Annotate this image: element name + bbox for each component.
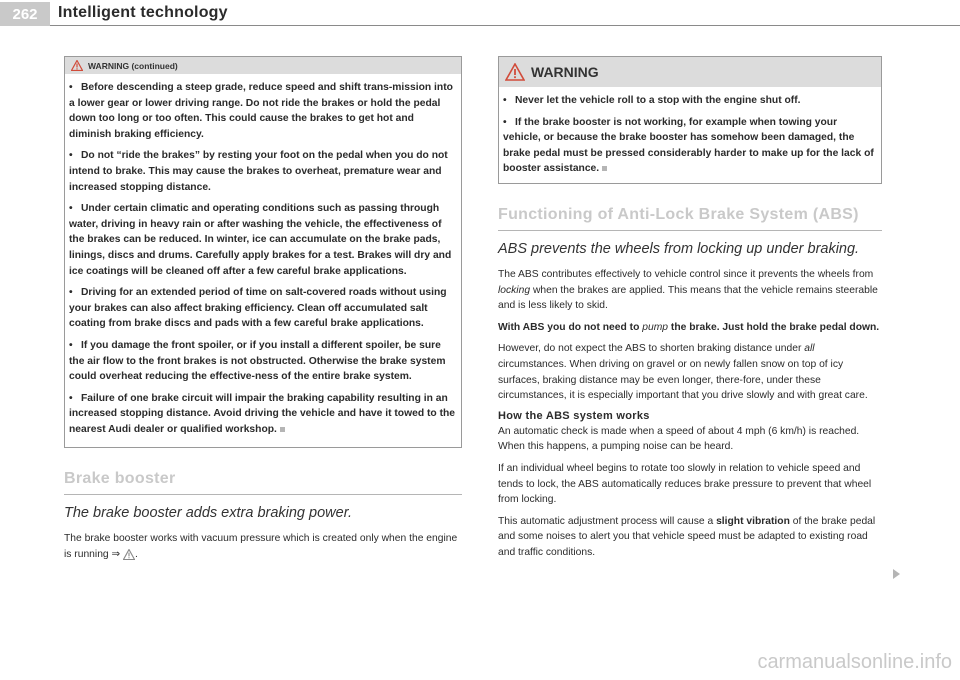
warning-box <box>498 56 882 184</box>
warning-body <box>499 87 881 183</box>
abs-subheading: How the ABS system works <box>498 409 650 422</box>
watermark: carmanualsonline.info <box>757 651 952 673</box>
warning-bullet: • Never let the vehicle roll to a stop with the engine shut off. <box>503 95 801 106</box>
warning-bullet: • Before descending a steep grade, reduce speed and shift trans-mission into a lower gear or lower driving range. Do not ride the brakes or hold the pedal down too long or too often. This could cause the brakes to get hot and diminish braking efficiency. <box>69 82 453 140</box>
left-column <box>64 56 462 569</box>
warning-bullet: • Failure of one brake circuit will impair the braking capability resulting in an increased stopping distance. Avoid driving the vehicle and have it towed to the nearest Audi dealer or qualified workshop. <box>69 392 456 435</box>
abs-paragraph: However, do not expect the ABS to shorten braking distance under all circumstances. When driving on gravel or on newly fallen snow on top of icy surfaces, braking distance may be even longer, there-fore, under these circumstances, it is especially important that you drive slowly and with great care. <box>498 343 868 402</box>
warning-header <box>499 57 881 87</box>
warning-bullet: • If the brake booster is not working, for example when towing your vehicle, or because the brake booster has somehow been damaged, the brake pedal must be pressed considerably harder to make up for the lack of booster assistance. <box>503 116 874 175</box>
warning-title: WARNING <box>531 64 599 80</box>
brake-booster-text: The brake booster works with vacuum pressure which is created only when the engine is running ⇒ . <box>64 533 458 561</box>
abs-heading: Functioning of Anti-Lock Brake System (ABS) <box>498 206 882 231</box>
warning-bullet: • If you damage the front spoiler, or if you install a different spoiler, be sure the air flow to the front brakes is not obstructed. Otherwise the brake system could overheat reducing the effective-ness of the entire brake system. <box>69 339 446 383</box>
right-column <box>498 56 882 566</box>
warning-triangle-icon <box>71 60 83 71</box>
abs-paragraph: An automatic check is made when a speed of about 4 mph (6 km/h) is reached. When this happens, a pumping noise can be heard. <box>498 425 860 453</box>
abs-paragraph: If an individual wheel begins to rotate too slowly in relation to vehicle speed and tends to lock, the ABS automatically reduces brake pressure to prevent that wheel from locking. <box>498 462 872 506</box>
warning-continued-header <box>65 57 461 74</box>
abs-subtitle: ABS prevents the wheels from locking up under braking. <box>498 240 860 257</box>
warning-reference-icon <box>123 549 135 560</box>
warning-bullet: • Driving for an extended period of time on salt-covered roads without using your brakes can also affect braking efficiency. Clean off accumulated salt coating from brake discs and pads with a few careful brake applications. <box>69 287 447 330</box>
page-header-title: Intelligent technology <box>58 4 228 21</box>
cross-reference-arrow-icon: ⇒ <box>111 549 121 561</box>
warning-bullet: • Under certain climatic and operating conditions such as passing through water, driving in heavy rain or after washing the vehicle, the effectiveness of the brakes can be reduced. In winter, ice can accumulate on the brake pads, linings, discs and drums. Carefully apply brakes for a test. Brakes will dry and ice coatings will be cleaned off after a few careful brake applications. <box>69 203 452 277</box>
page-number: 262 <box>0 2 50 26</box>
abs-paragraph: The ABS contributes effectively to vehicle control since it prevents the wheels from locking when the brakes are applied. This means that the vehicle remains steerable and is less likely to skid. <box>498 268 878 312</box>
warning-bullet: • Do not “ride the brakes” by resting your foot on the pedal when you do not intend to brake. This may cause the brakes to overheat, premature wear and increased stopping distance. <box>69 150 448 193</box>
section-end-marker-icon <box>602 166 607 171</box>
section-end-marker-icon <box>280 427 285 432</box>
header-divider <box>50 25 960 26</box>
abs-paragraph: With ABS you do not need to pump the brake. Just hold the brake pedal down. <box>498 321 880 333</box>
brake-booster-subtitle: The brake booster adds extra braking power. <box>64 505 353 522</box>
brake-booster-heading: Brake booster <box>64 470 462 495</box>
continue-arrow-icon <box>893 569 900 579</box>
warning-continued-box <box>64 56 462 448</box>
warning-triangle-icon <box>505 63 525 81</box>
abs-paragraph: This automatic adjustment process will cause a slight vibration of the brake pedal and some noises to alert you that vehicle speed must be adapted to existing road and traffic conditions. <box>498 515 876 558</box>
warning-continued-body <box>65 74 461 447</box>
warning-continued-title: WARNING (continued) <box>88 60 178 71</box>
